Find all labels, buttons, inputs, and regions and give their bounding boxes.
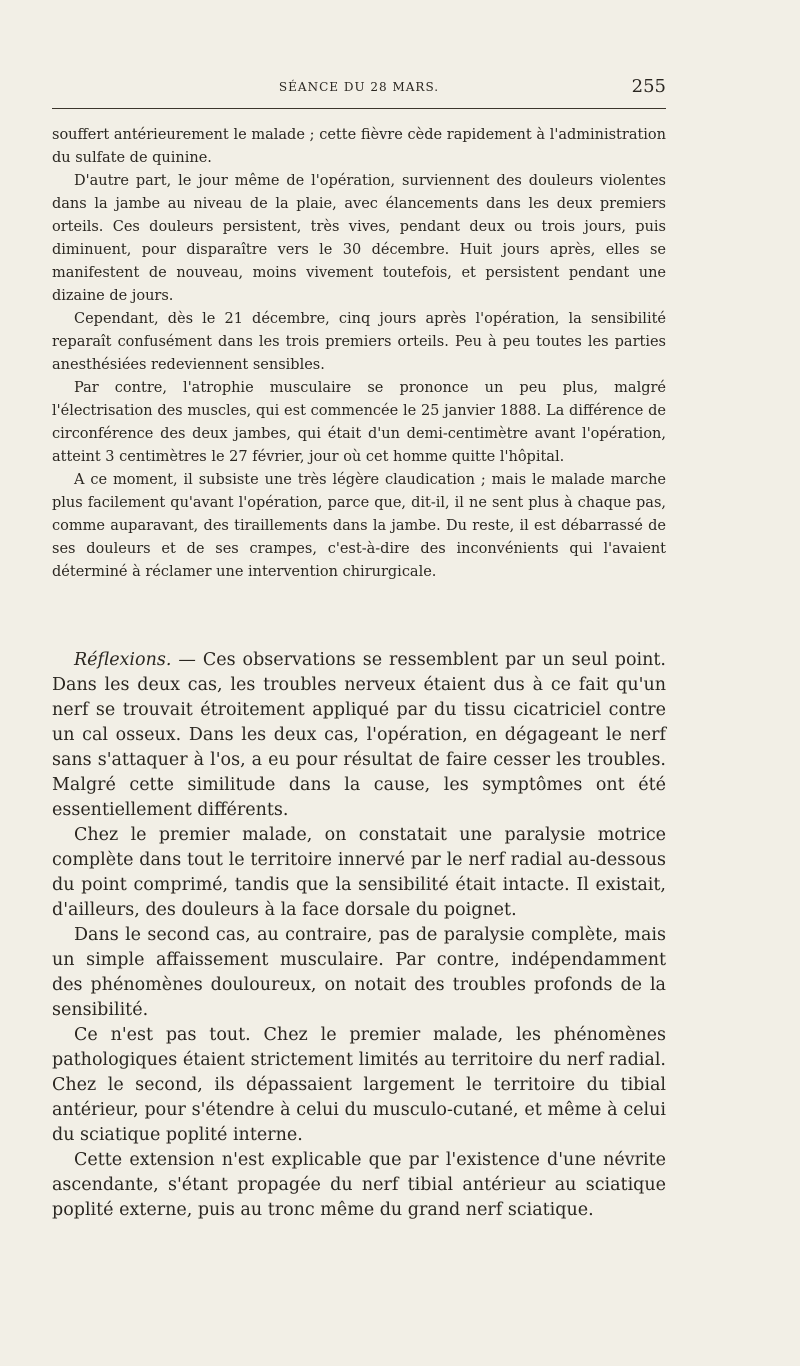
- paragraph: D'autre part, le jour même de l'opération, surviennent des douleurs violentes dans la jambe au niveau de la plaie, avec élancements dans les deux premiers orteils. Ces douleurs persistent, très vives, pendant deux ou trois jours, puis diminuent, pour disparaître vers le 30 décembre. Huit jours après, elles se manifestent de nouveau, moins vivement toutefois, et persistent pendant une dizaine de jours.: [52, 173, 666, 304]
- page-number: 255: [631, 76, 666, 97]
- paragraph: Par contre, l'atrophie musculaire se prononce un peu plus, malgré l'électrisation des muscles, qui est commencée le 25 janvier 1888. La différence de circonférence des deux jambes, qui était d'un demi-centimètre avant l'opération, atteint 3 centimètres le 27 février, jour où cet homme quitte l'hôpital.: [52, 380, 666, 465]
- paragraph: Chez le premier malade, on constatait une paralysie motrice complète dans tout le territoire innervé par le nerf radial au-dessous du point comprimé, tandis que la sensibilité était intacte. Il existait, d'ailleurs, des douleurs à la face dorsale du poignet.: [52, 825, 666, 920]
- paragraph-text: — Ces observations se ressemblent par un seul point. Dans les deux cas, les troubles nerveux étaient dus à ce fait qu'un nerf se trouvait étroitement appliqué par du tissu cicatriciel contre un cal osseux. Dans les deux cas, l'opération, en dégageant le nerf sans s'attaquer à l'os, a eu pour résultat de faire cesser les troubles. Malgré cette similitude dans la cause, les symptômes ont été essentiellement différents.: [52, 650, 666, 820]
- observation-text: [52, 124, 666, 584]
- paragraph: [52, 648, 666, 823]
- paragraph: Cette extension n'est explicable que par l'existence d'une névrite ascendante, s'étant propagée du nerf tibial antérieur au sciatique poplité externe, puis au tronc même du grand nerf sciatique.: [52, 1150, 666, 1220]
- paragraph: Dans le second cas, au contraire, pas de paralysie complète, mais un simple affaissement musculaire. Par contre, indépendamment des phénomènes douloureux, on notait des troubles profonds de la sensibilité.: [52, 925, 666, 1020]
- section-lead: Réflexions.: [74, 650, 172, 670]
- reflexions-section: [52, 648, 666, 1223]
- page-header: [52, 76, 666, 100]
- paragraph: souffert antérieurement le malade ; cette fièvre cède rapidement à l'administration du sulfate de quinine.: [52, 127, 666, 166]
- running-head: SÉANCE DU 28 MARS.: [278, 80, 440, 94]
- paragraph: A ce moment, il subsiste une très légère claudication ; mais le malade marche plus facilement qu'avant l'opération, parce que, dit-il, il ne sent plus à chaque pas, comme auparavant, des tiraillements dans la jambe. Du reste, il est débarrassé de ses douleurs et de ses crampes, c'est-à-dire des inconvénients qui l'avaient déterminé à réclamer une intervention chirurgicale.: [52, 472, 666, 580]
- header-rule: [52, 108, 666, 109]
- paragraph: Cependant, dès le 21 décembre, cinq jours après l'opération, la sensibilité reparaît confusément dans les trois premiers orteils. Peu à peu toutes les parties anesthésiées redeviennent sensibles.: [52, 311, 666, 373]
- paragraph: Ce n'est pas tout. Chez le premier malade, les phénomènes pathologiques étaient strictement limités au territoire du nerf radial. Chez le second, ils dépassaient largement le territoire du tibial antérieur, pour s'étendre à celui du musculo-cutané, et même à celui du sciatique poplité interne.: [52, 1025, 666, 1145]
